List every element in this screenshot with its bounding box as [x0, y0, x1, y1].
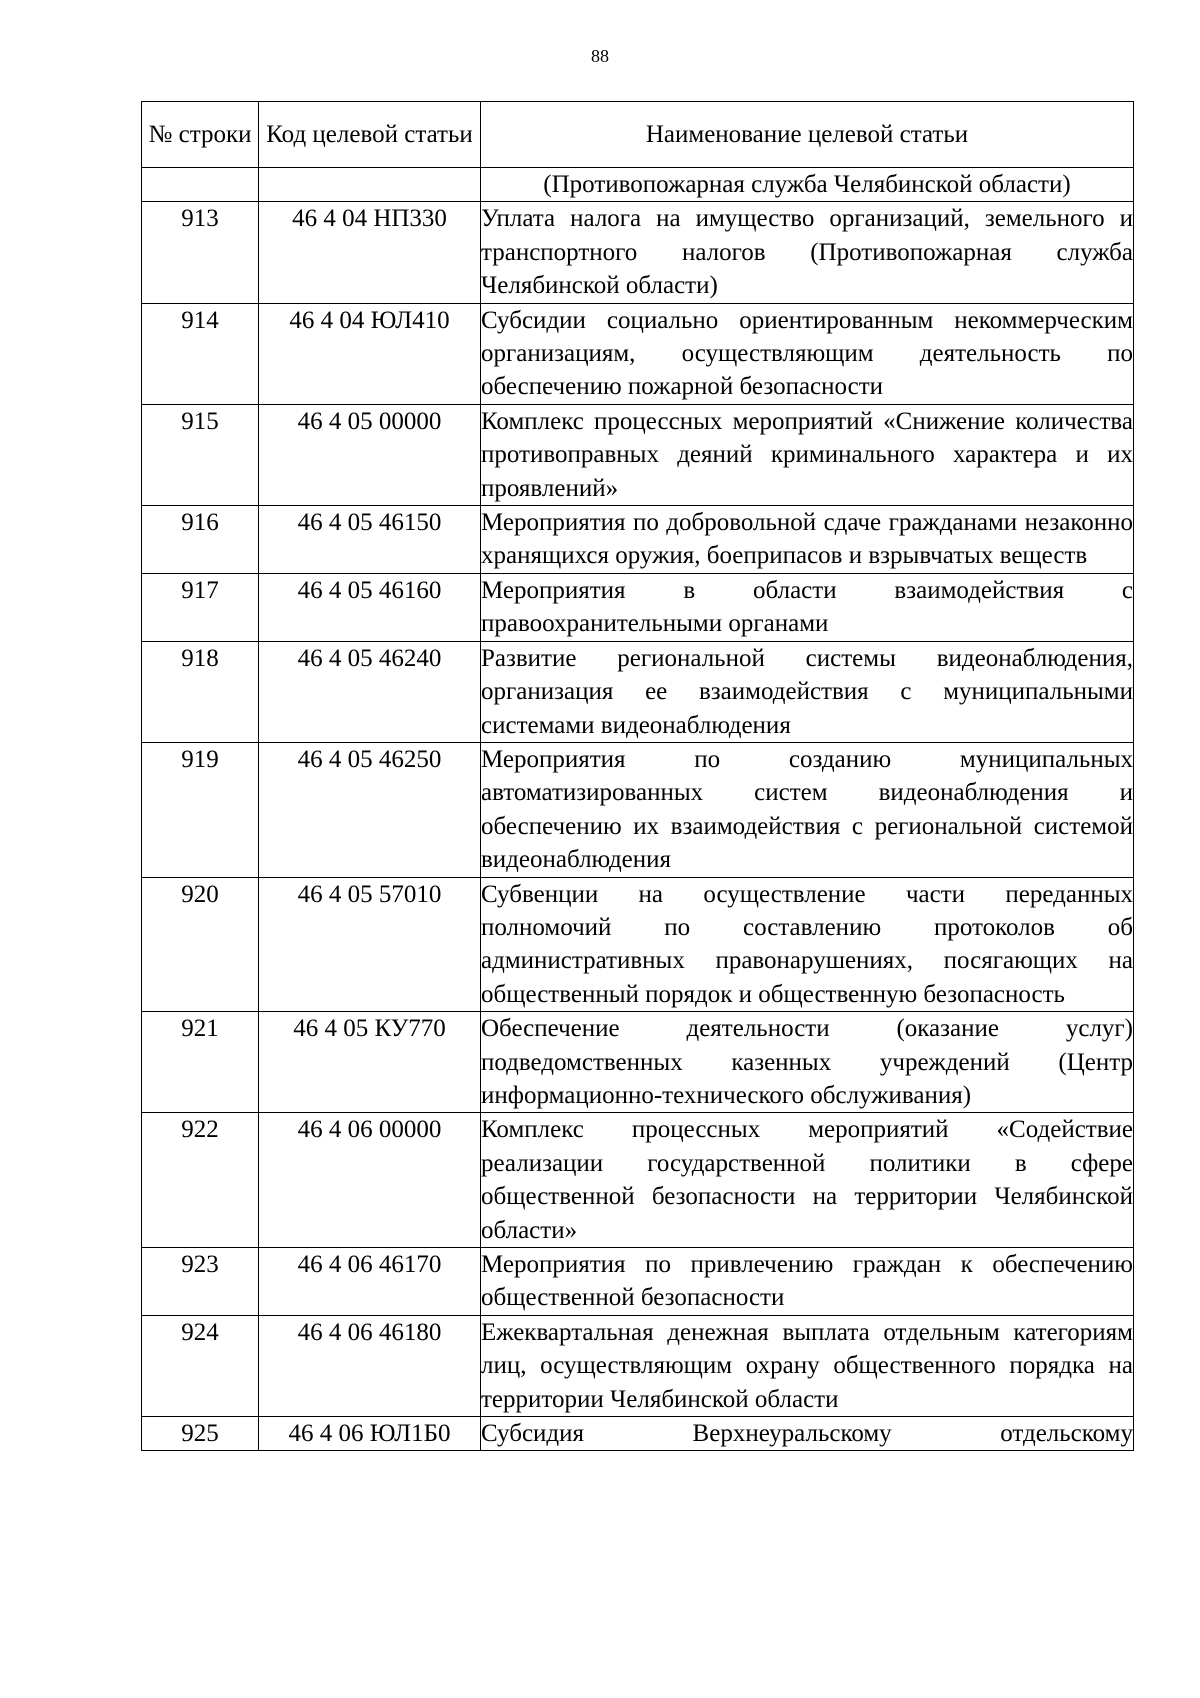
article-code: 46 4 05 00000: [259, 404, 481, 505]
row-number: 914: [142, 303, 259, 404]
row-number: 920: [142, 877, 259, 1012]
table-row: [142, 573, 1134, 641]
table-row: [142, 742, 1134, 877]
table-row: [142, 303, 1134, 404]
article-code: 46 4 06 46170: [259, 1248, 481, 1316]
row-number: 924: [142, 1315, 259, 1416]
table-row: [142, 1113, 1134, 1248]
row-number: 922: [142, 1113, 259, 1248]
article-name: Обеспечение деятельности (оказание услуг) подведомственных казенных учреждений (Центр информационно-технического обслуживания): [481, 1012, 1134, 1113]
article-code: 46 4 05 КУ770: [259, 1012, 481, 1113]
table-header-row: [142, 102, 1134, 168]
article-name: (Противопожарная служба Челябинской области): [481, 168, 1134, 202]
article-name: Ежеквартальная денежная выплата отдельным категориям лиц, осуществляющим охрану общественного порядка на территории Челябинской области: [481, 1315, 1134, 1416]
row-number: 917: [142, 573, 259, 641]
article-code: 46 4 04 НП330: [259, 202, 481, 303]
table-row: [142, 1012, 1134, 1113]
article-code: 46 4 05 46250: [259, 742, 481, 877]
row-number: 919: [142, 742, 259, 877]
article-name: Мероприятия в области взаимодействия с правоохранительными органами: [481, 573, 1134, 641]
row-number: [142, 168, 259, 202]
row-number: 916: [142, 506, 259, 574]
table-row: [142, 506, 1134, 574]
article-code: 46 4 05 46150: [259, 506, 481, 574]
article-name: Субсидии социально ориентированным некоммерческим организациям, осуществляющим деятельность по обеспечению пожарной безопасности: [481, 303, 1134, 404]
article-name: Субсидия Верхнеуральскому отдельскому: [481, 1417, 1134, 1451]
article-code: 46 4 06 46180: [259, 1315, 481, 1416]
row-number: 913: [142, 202, 259, 303]
table-row: [142, 404, 1134, 505]
article-name: Комплекс процессных мероприятий «Содействие реализации государственной политики в сфере общественной безопасности на территории Челябинской области»: [481, 1113, 1134, 1248]
table-row: [142, 1248, 1134, 1316]
article-name: Мероприятия по созданию муниципальных автоматизированных систем видеонаблюдения и обеспечению их взаимодействия с региональной системой видеонаблюдения: [481, 742, 1134, 877]
row-number: 918: [142, 641, 259, 742]
article-name: Субвенции на осуществление части переданных полномочий по составлению протоколов об административных правонарушениях, посягающих на общественный порядок и общественную безопасность: [481, 877, 1134, 1012]
article-code: 46 4 06 ЮЛ1Б0: [259, 1417, 481, 1451]
article-code: 46 4 05 46240: [259, 641, 481, 742]
article-name: Развитие региональной системы видеонаблюдения, организация ее взаимодействия с муниципальными системами видеонаблюдения: [481, 641, 1134, 742]
table-row: [142, 1417, 1134, 1451]
article-name: Мероприятия по добровольной сдаче гражданами незаконно хранящихся оружия, боеприпасов и взрывчатых веществ: [481, 506, 1134, 574]
table-row: [142, 168, 1134, 202]
article-name: Комплекс процессных мероприятий «Снижение количества противоправных деяний криминального характера и их проявлений»: [481, 404, 1134, 505]
table-row: [142, 202, 1134, 303]
article-name: Уплата налога на имущество организаций, земельного и транспортного налогов (Противопожарная служба Челябинской области): [481, 202, 1134, 303]
row-number: 923: [142, 1248, 259, 1316]
row-number: 915: [142, 404, 259, 505]
article-code: 46 4 04 ЮЛ410: [259, 303, 481, 404]
header-row-number: № строки: [142, 102, 259, 168]
article-code: 46 4 05 46160: [259, 573, 481, 641]
article-name: Мероприятия по привлечению граждан к обеспечению общественной безопасности: [481, 1248, 1134, 1316]
header-article-code: Код целевой статьи: [259, 102, 481, 168]
article-code: 46 4 06 00000: [259, 1113, 481, 1248]
table-row: [142, 877, 1134, 1012]
table-row: [142, 1315, 1134, 1416]
page-number: 88: [591, 46, 609, 66]
article-code: 46 4 05 57010: [259, 877, 481, 1012]
row-number: 925: [142, 1417, 259, 1451]
table-row: [142, 641, 1134, 742]
row-number: 921: [142, 1012, 259, 1113]
header-article-name: Наименование целевой статьи: [481, 102, 1134, 168]
target-articles-table: [141, 101, 1134, 1451]
article-code: [259, 168, 481, 202]
